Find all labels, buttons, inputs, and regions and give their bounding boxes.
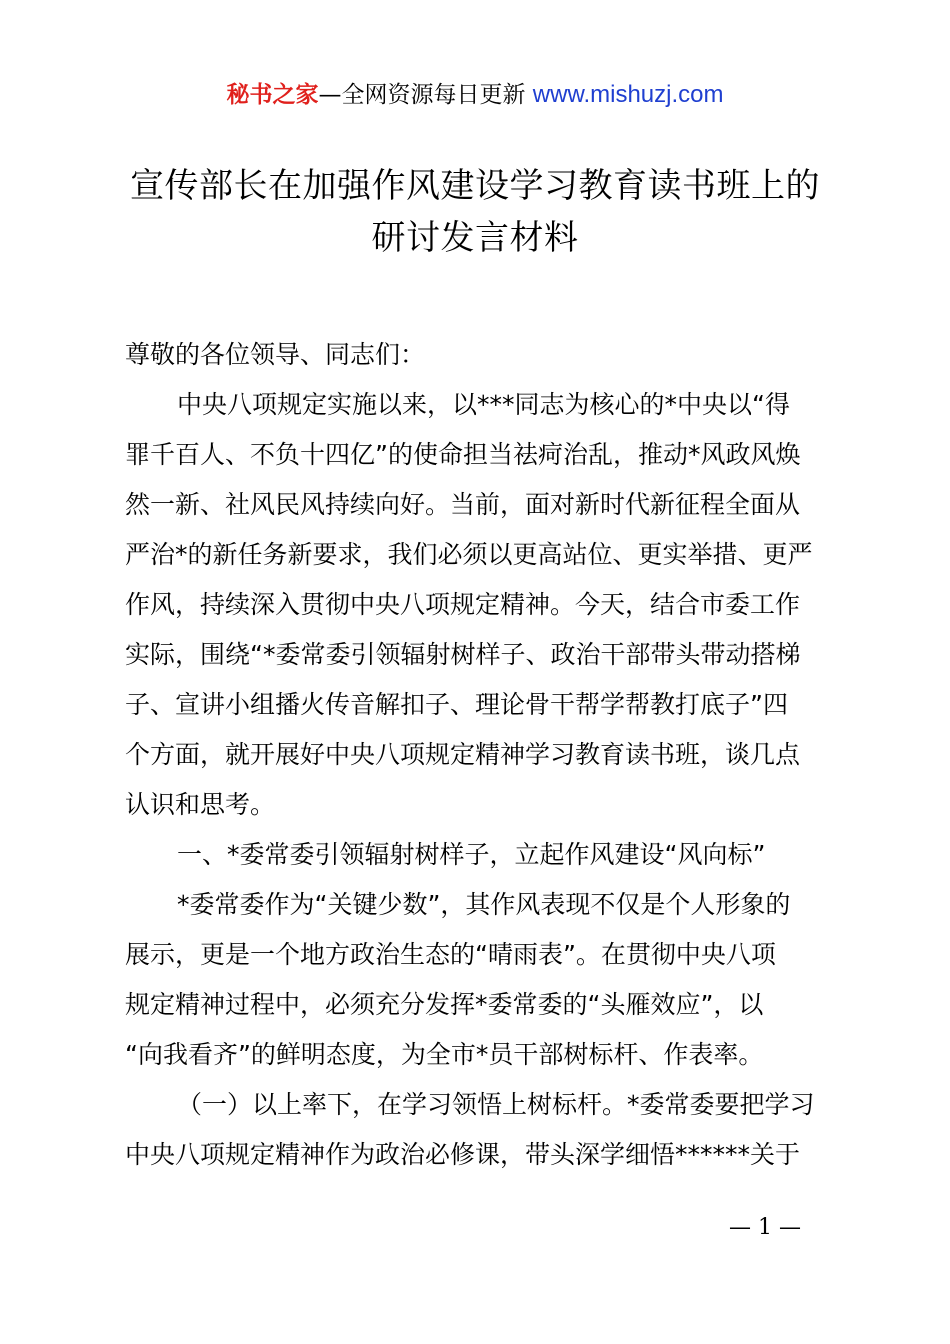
document-body bbox=[125, 330, 845, 1180]
paragraph-line: 认识和思考。 bbox=[125, 790, 276, 819]
paragraph-line: 规定精神过程中，必须充分发挥*委常委的“头雁效应”，以 bbox=[125, 990, 764, 1019]
site-header bbox=[0, 78, 950, 112]
paragraph-line: 个方面，就开展好中央八项规定精神学习教育读书班，谈几点 bbox=[125, 740, 801, 769]
subsection-1-paragraph bbox=[125, 1080, 845, 1180]
site-url-link[interactable]: www.mishuzj.com bbox=[532, 81, 724, 108]
section-heading-1: 一、*委常委引领辐射树样子，立起作风建设“风向标” bbox=[177, 840, 766, 869]
document-title bbox=[60, 160, 890, 264]
document-title-line-1: 宣传部长在加强作风建设学习教育读书班上的 bbox=[130, 166, 820, 206]
paragraph-line: 作风，持续深入贯彻中央八项规定精神。今天，结合市委工作 bbox=[125, 590, 801, 619]
site-brand: 秘书之家 bbox=[226, 82, 319, 108]
intro-paragraph bbox=[125, 380, 845, 830]
paragraph-line: 严治*的新任务新要求，我们必须以更高站位、更实举措、更严 bbox=[125, 540, 813, 569]
section-1-paragraph bbox=[125, 880, 845, 1080]
page-number: — 1 — bbox=[729, 1215, 801, 1240]
document-title-line-2: 研讨发言材料 bbox=[371, 218, 579, 258]
paragraph-line: 罪千百人、不负十四亿”的使命担当祛疴治乱，推动*风政风焕 bbox=[125, 440, 801, 469]
paragraph-line: 实际，围绕“*委常委引领辐射树样子、政治干部带头带动搭梯 bbox=[125, 640, 801, 669]
paragraph-line: “向我看齐”的鲜明态度，为全市*员干部树标杆、作表率。 bbox=[125, 1040, 764, 1069]
paragraph-line: 然一新、社风民风持续向好。当前，面对新时代新征程全面从 bbox=[125, 490, 801, 519]
paragraph-line: 中央八项规定实施以来，以***同志为核心的*中央以“得 bbox=[177, 390, 790, 419]
paragraph-line: 子、宣讲小组播火传音解扣子、理论骨干帮学帮教打底子”四 bbox=[125, 690, 788, 719]
paragraph-line: （一）以上率下，在学习领悟上树标杆。*委常委要把学习 bbox=[177, 1090, 815, 1119]
salutation: 尊敬的各位领导、同志们： bbox=[125, 340, 426, 369]
paragraph-line: *委常委作为“关键少数”，其作风表现不仅是个人形象的 bbox=[177, 890, 791, 919]
paragraph-line: 展示，更是一个地方政治生态的“晴雨表”。在贯彻中央八项 bbox=[125, 940, 776, 969]
paragraph-line: 中央八项规定精神作为政治必修课，带头深学细悟******关于 bbox=[125, 1140, 801, 1169]
site-tagline: —全网资源每日更新 bbox=[318, 82, 533, 108]
